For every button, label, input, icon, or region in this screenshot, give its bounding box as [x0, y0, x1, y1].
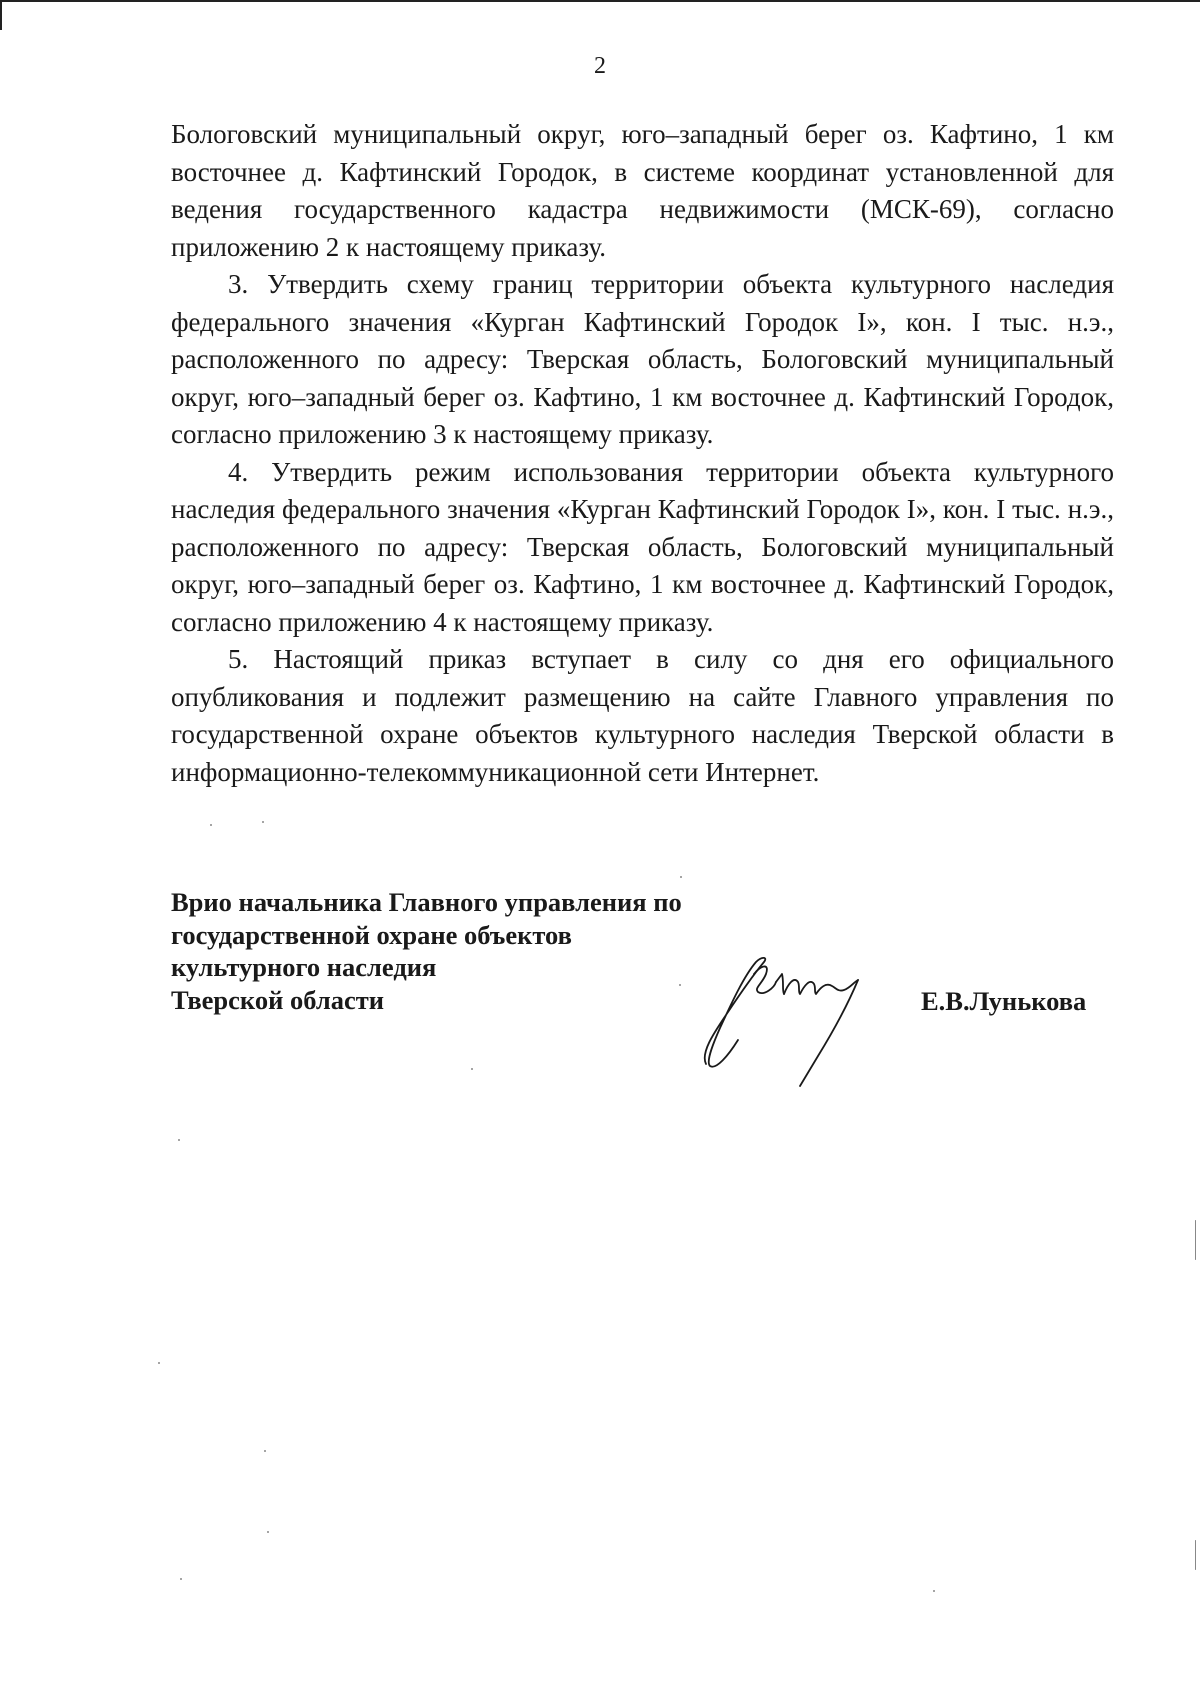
signer-name: Е.В.Лунькова — [921, 986, 1087, 1016]
scan-speck — [264, 1450, 266, 1452]
document-body — [171, 116, 1114, 791]
scan-speck — [178, 1139, 180, 1141]
scan-speck — [210, 824, 212, 826]
paragraph-item-5: 5. Настоящий приказ вступает в силу со дня его официального опубликования и подлежит размещению на сайте Главного управления по государственной охране объектов культурного наследия Тверской области в информационно-телекоммуникационной сети Интернет. — [171, 644, 1114, 787]
scan-speck — [679, 984, 681, 986]
signatory-title — [171, 886, 682, 1016]
scan-speck — [267, 1531, 269, 1533]
scan-speck — [180, 1578, 182, 1580]
scan-top-edge — [0, 0, 1200, 2]
scan-edge-mark — [1195, 1540, 1196, 1570]
signatory-title-line: Тверской области — [171, 984, 384, 1015]
signatory-title-line: культурного наследия — [171, 952, 437, 982]
scan-speck — [933, 1590, 935, 1592]
scan-speck — [158, 1362, 160, 1364]
handwritten-signature — [698, 952, 888, 1092]
signatory-title-line: государственной охране объектов — [171, 919, 572, 950]
scan-speck — [680, 876, 682, 878]
signatory-title-line: Врио начальника Главного управления по — [171, 887, 682, 917]
scan-speck — [262, 821, 264, 823]
scan-edge-mark — [1195, 1220, 1196, 1260]
paragraph-item-4: 4. Утвердить режим использования территории объекта культурного наследия федерального значения «Курган Кафтинский Городок I», кон. I тыс. н.э., расположенного по адресу: Тверская область, Бологовский муниципальный округ, юго–западный берег оз. Кафтино, 1 км восточнее д. Кафтинский Городок, согласно приложению 4 к настоящему приказу. — [171, 456, 1114, 637]
scan-speck — [471, 1068, 473, 1070]
page-number: 2 — [594, 53, 606, 79]
paragraph-continuation: Бологовский муниципальный округ, юго–западный берег оз. Кафтино, 1 км восточнее д. Кафтинский Городок, в системе координат установленной для ведения государственного кадастра недвижимости (МСК-69), согласно приложению 2 к настоящему приказу. — [171, 119, 1114, 262]
paragraph-item-3: 3. Утвердить схему границ территории объекта культурного наследия федерального значения «Курган Кафтинский Городок I», кон. I тыс. н.э., расположенного по адресу: Тверская область, Бологовский муниципальный округ, юго–западный берег оз. Кафтино, 1 км восточнее д. Кафтинский Городок, согласно приложению 3 к настоящему приказу. — [171, 269, 1114, 449]
scan-left-edge — [0, 0, 2, 30]
